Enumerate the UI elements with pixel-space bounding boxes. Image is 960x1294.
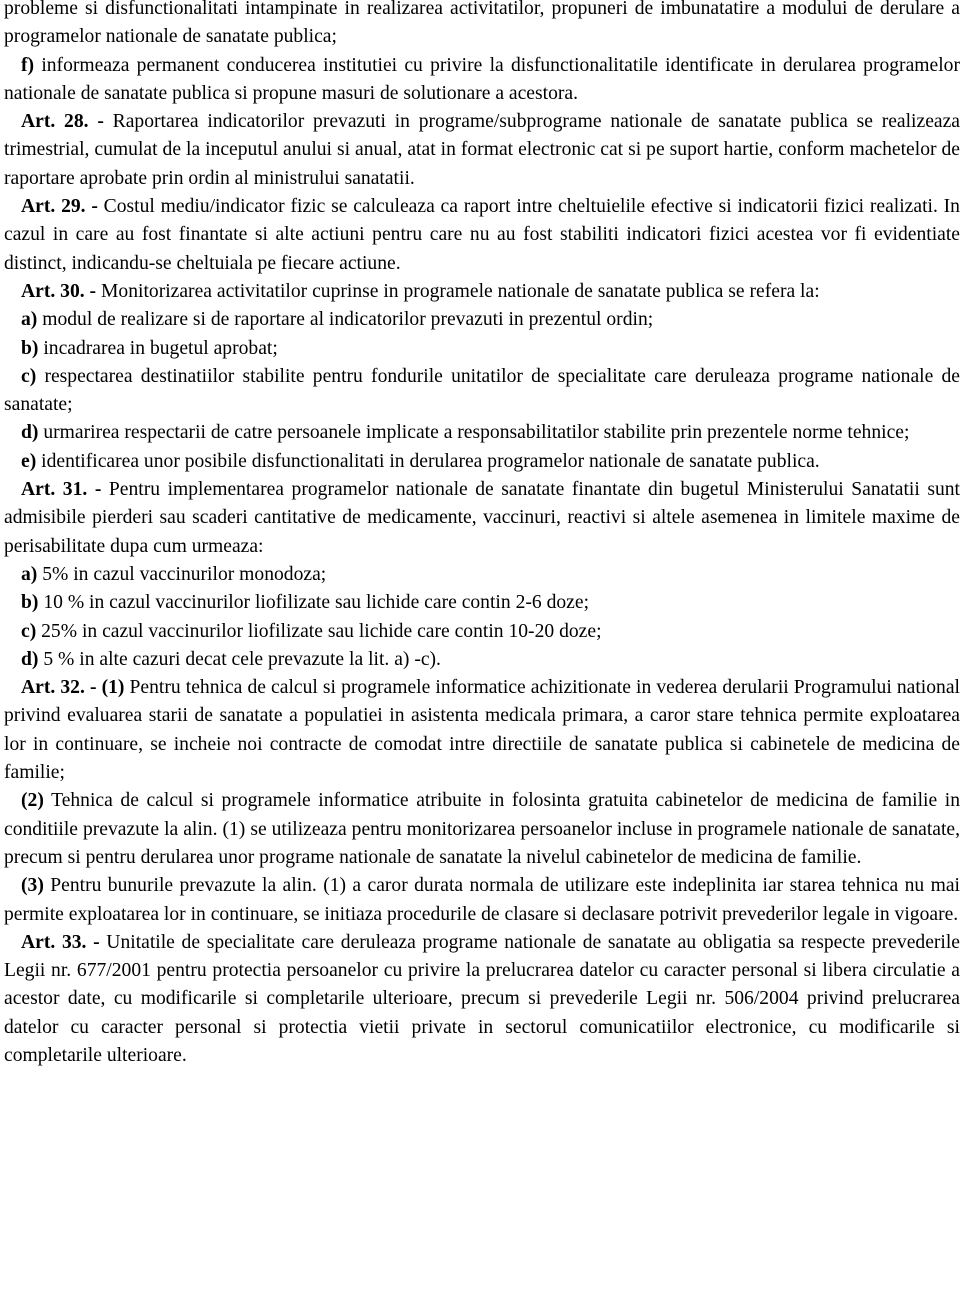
item-text: informeaza permanent conducerea institutiei cu privire la disfunctionalitatile identificate in derularea programelor nationale de sanatate publica si propune masuri de solutionare a acestora. [4,54,960,104]
article-heading: Art. 30. - [21,280,97,302]
paragraph-continuation [4,0,960,52]
item-text: 25% in cazul vaccinurilor liofilizate sau lichide care contin 10-20 doze; [36,620,602,642]
article-text: Raportarea indicatorilor prevazuti in programe/subprograme nationale de sanatate publica se realizeaza trimestrial, cumulat de la inceputul anului si anual, atat in format electronic cat si pe suport hartie, conform machetelor de raportare aprobate prin ordin al ministrului sanatatii. [4,111,960,189]
article-32-alin-1 [4,674,960,787]
article-heading: Art. 29. - [21,196,98,218]
alineat-text: Pentru bunurile prevazute la alin. (1) a caror durata normala de utilizare este indeplinita iar starea tehnica nu mai permite exploatarea lor in continuare, se initiaza procedurile de clasare si declasare potrivit prevederilor legale in vigoare. [4,875,960,925]
article-30-item-e [4,448,960,476]
item-label: a) [21,563,38,585]
article-heading: Art. 28. - [21,111,104,133]
article-32-alin-2 [4,787,960,872]
item-label: c) [21,365,37,387]
alineat-label: (3) [21,875,44,897]
article-31 [4,476,960,561]
article-32-alin-3 [4,872,960,929]
item-label: b) [21,337,39,359]
article-heading: Art. 33. - [21,931,100,953]
alineat-text: Tehnica de calcul si programele informatice atribuite in folosinta gratuita cabinetelor de medicina de familie in conditiile prevazute la alin. (1) se utilizeaza pentru monitorizarea persoanelor incluse in programele nationale de sanatate, precum si pentru derularea unor programe nationale de sanatate la nivelul cabinetelor de medicina de familie. [4,790,960,868]
article-33 [4,929,960,1070]
alineat-label: (2) [21,790,44,812]
item-label: d) [21,648,39,670]
item-label: a) [21,309,38,331]
article-text: Unitatile de specialitate care deruleaza programe nationale de sanatate au obligatia sa respecte prevederile Legii nr. 677/2001 pentru protectia persoanelor cu privire la prelucrarea datelor cu caracter personal si libera circulatie a acestor date, cu modificarile si completarile ulterioare, precum si prevederile Legii nr. 506/2004 privind prelucrarea datelor cu caracter personal si protectia vietii private in sectorul comunicatiilor electronice, cu modificarile si completarile ulterioare. [4,931,960,1066]
item-text: incadrarea in bugetul aprobat; [38,337,278,359]
article-29 [4,193,960,278]
item-label: b) [21,592,39,614]
item-label: e) [21,450,37,472]
item-text: 10 % in cazul vaccinurilor liofilizate sau lichide care contin 2-6 doze; [38,592,590,614]
article-30-item-c [4,363,960,420]
item-label: d) [21,422,39,444]
article-31-item-c [4,618,960,646]
article-heading: Art. 32. - (1) [21,677,125,699]
article-28 [4,108,960,193]
article-heading: Art. 31. - [21,479,102,501]
article-text: Pentru implementarea programelor nationale de sanatate finantate din bugetul Ministerului Sanatatii sunt admisibile pierderi sau scaderi cantitative de medicamente, vaccinuri, reactivi si altele asemenea in limitele maxime de perisabilitate dupa cum urmeaza: [4,479,960,557]
article-31-item-a [4,561,960,589]
item-text: urmarirea respectarii de catre persoanele implicate a responsabilitatilor stabilite prin prezentele norme tehnice; [38,422,910,444]
paragraph-text: probleme si disfunctionalitati intampinate in realizarea activitatilor, propuneri de imbunatatire a modului de derulare a programelor nationale de sanatate publica; [4,0,960,48]
item-label: c) [21,620,37,642]
item-text: respectarea destinatiilor stabilite pentru fondurile unitatilor de specialitate care deruleaza programe nationale de sanatate; [4,365,960,416]
article-text: Pentru tehnica de calcul si programele informatice achizitionate in vederea derularii Programului national privind evaluarea starii de sanatate a populatiei in asistenta medicala primara, a caror stare tehnica permite exploatarea lor in continuare, se incheie noi contracte de comodat intre directiile de sanatate publica si cabinetele de medicina de familie; [4,677,960,784]
item-label: f) [21,54,35,76]
item-text: identificarea unor posibile disfunctionalitati in derularea programelor nationale de sanatate publica. [36,450,820,472]
article-30-item-a [4,306,960,334]
item-text: modul de realizare si de raportare al indicatorilor prevazuti in prezentul ordin; [37,309,654,331]
article-31-item-b [4,589,960,617]
article-30 [4,278,960,306]
article-30-item-b [4,335,960,363]
item-text: 5 % in alte cazuri decat cele prevazute la lit. a) -c). [38,648,441,670]
article-31-item-d [4,646,960,674]
item-text: 5% in cazul vaccinurilor monodoza; [37,563,327,585]
article-text: Monitorizarea activitatilor cuprinse in programele nationale de sanatate publica se refera la: [96,280,820,302]
article-text: Costul mediu/indicator fizic se calculeaza ca raport intre cheltuielile efective si indicatorii fizici realizati. In cazul in care au fost finantate si alte actiuni pentru care nu au fost stabiliti indicatori fizici acestea vor fi evidentiate distinct, indicandu-se cheltuiala pe fiecare actiune. [4,196,960,274]
item-f [4,52,960,109]
article-30-item-d [4,419,960,447]
